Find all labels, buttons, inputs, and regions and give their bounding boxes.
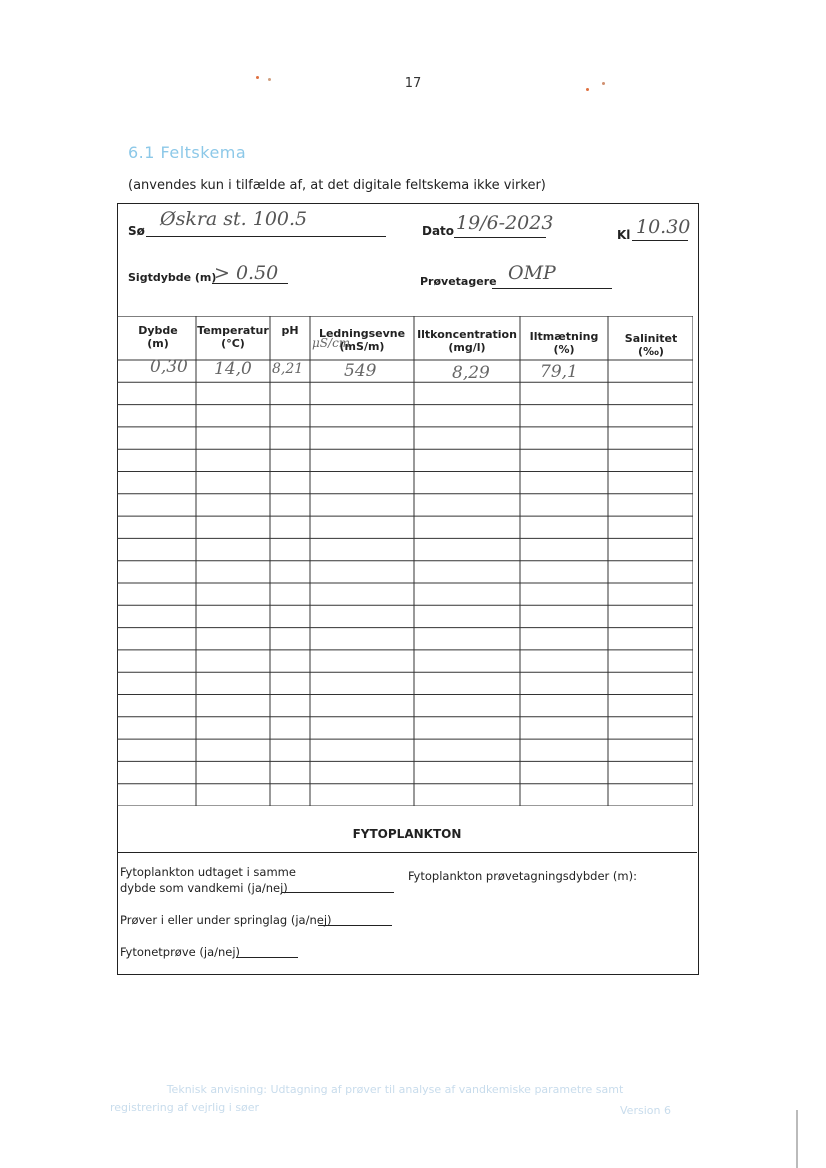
- table-cell-temperatur[interactable]: 14,0: [214, 359, 252, 379]
- dato-underline: [454, 237, 546, 238]
- scan-speck: [586, 88, 589, 91]
- scan-speck: [268, 78, 271, 81]
- dato-value[interactable]: 19/6-2023: [456, 212, 554, 234]
- scan-speck: [256, 76, 259, 79]
- sigtdybde-label: Sigtdybde (m): [128, 271, 217, 284]
- table-cell-ledningsevne[interactable]: 549: [344, 361, 377, 381]
- header-temperatur: Temperatur (°C): [197, 324, 269, 350]
- fyto-title: FYTOPLANKTON: [352, 827, 462, 841]
- fyto-netprove-field[interactable]: [236, 957, 298, 958]
- header-iltkoncentration: Iltkoncentration (mg/l): [417, 328, 517, 354]
- measurement-table-grid: [117, 316, 693, 806]
- page-number: 17: [404, 76, 422, 91]
- intro-note: (anvendes kun i tilfælde af, at det digitale feltskema ikke virker): [128, 178, 546, 193]
- table-cell-iltkoncentration[interactable]: 8,29: [452, 363, 490, 383]
- kl-underline: [632, 240, 688, 241]
- dato-label: Dato: [422, 224, 455, 238]
- header-salinitet: Salinitet (‰): [624, 332, 678, 358]
- fyto-same-depth-line2: dybde som vandkemi (ja/nej): [120, 881, 288, 895]
- footer-line1: Teknisk anvisning: Udtagning af prøver til analyse af vandkemiske parametre samt: [166, 1083, 624, 1096]
- fyto-depths-label: Fytoplankton prøvetagningsdybder (m):: [408, 869, 637, 883]
- fyto-divider: [117, 852, 697, 853]
- fyto-springlag-label: Prøver i eller under springlag (ja/nej): [120, 913, 332, 927]
- so-label: Sø: [128, 224, 145, 238]
- header-iltmaetning: Iltmætning (%): [529, 330, 599, 356]
- table-cell-ph[interactable]: 8,21: [272, 361, 304, 377]
- fyto-same-depth-line1: Fytoplankton udtaget i samme: [120, 865, 296, 879]
- unit-note: μS/cm: [312, 336, 351, 350]
- header-ph: pH: [281, 324, 299, 337]
- provetagere-value[interactable]: OMP: [508, 262, 556, 284]
- kl-label: Kl: [617, 228, 631, 242]
- so-underline: [146, 236, 386, 237]
- kl-value[interactable]: 10.30: [636, 216, 691, 238]
- table-cell-dybde[interactable]: 0,30: [150, 357, 188, 377]
- footer-version: Version 6: [620, 1104, 671, 1117]
- table-cell-iltmaetning[interactable]: 79,1: [540, 362, 578, 382]
- scan-edge: [796, 1110, 798, 1168]
- footer-line2: registrering af vejrlig i søer: [110, 1101, 260, 1114]
- header-ledningsevne: Ledningsevne (mS/m): [318, 327, 406, 353]
- sigtdybde-value[interactable]: > 0.50: [214, 262, 279, 284]
- fyto-springlag-field[interactable]: [318, 925, 392, 926]
- header-dybde: Dybde (m): [138, 324, 178, 350]
- fyto-same-depth-field[interactable]: [282, 892, 394, 893]
- section-heading: 6.1 Feltskema: [128, 143, 247, 162]
- so-value[interactable]: Øskra st. 100.5: [160, 208, 308, 230]
- scan-speck: [602, 82, 605, 85]
- provetagere-label: Prøvetagere: [420, 275, 497, 288]
- fyto-netprove-label: Fytonetprøve (ja/nej): [120, 945, 241, 959]
- provetagere-underline: [492, 288, 612, 289]
